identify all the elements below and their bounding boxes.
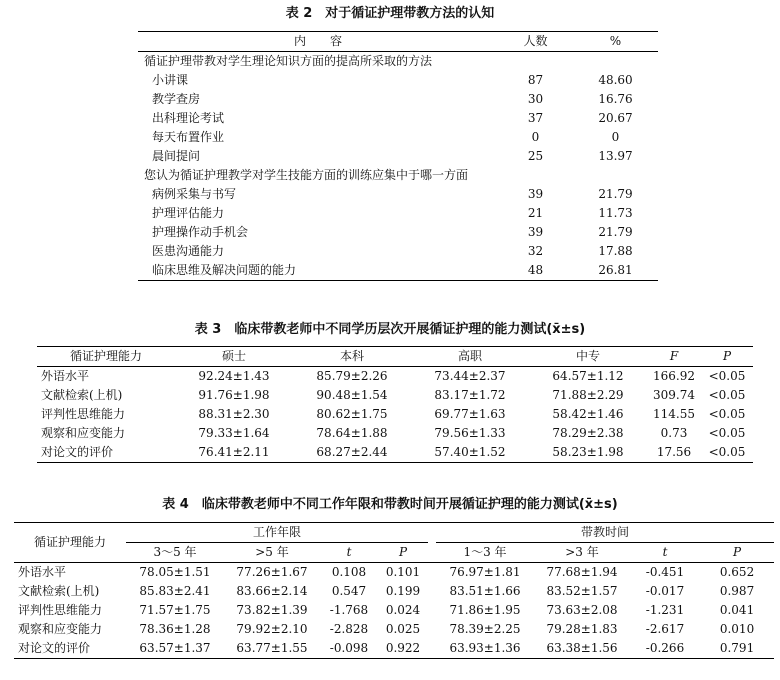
table4-cell: 0.024 — [385, 603, 421, 617]
table2-header-percent: % — [573, 32, 658, 52]
table3-ability: 对论文的评价 — [37, 443, 175, 463]
table3-cell: 57.40±1.52 — [411, 443, 529, 463]
table4-gap — [428, 563, 436, 583]
table4-ability: 外语水平 — [18, 565, 67, 579]
table2-count: 37 — [527, 111, 544, 125]
table2-percent: 11.73 — [598, 206, 633, 220]
table2-item: 晨间提问 — [152, 149, 201, 163]
table-row — [138, 71, 658, 90]
table4-cell: 71.57±1.75 — [139, 603, 211, 617]
table3-f: 0.73 — [660, 426, 688, 440]
table4-cell: 0.199 — [385, 584, 421, 598]
table3-f: 114.55 — [653, 407, 695, 421]
table2-item: 出科理论考试 — [152, 111, 225, 125]
table3-p: <0.05 — [708, 407, 746, 421]
table3-cell: 79.33±1.64 — [198, 426, 270, 440]
table2-count: 0 — [531, 130, 540, 144]
table2-section-title: 您认为循证护理教学对学生技能方面的训练应集中于哪一方面 — [144, 168, 469, 182]
table4-cell: 0.041 — [719, 603, 755, 617]
table2-percent: 20.67 — [598, 111, 633, 125]
table4-gap — [428, 620, 436, 639]
table3-cell: 71.88±2.29 — [552, 388, 624, 402]
table3-cell: 78.64±1.88 — [316, 426, 388, 440]
table3-cell: 91.76±1.98 — [198, 388, 270, 402]
table4-gap — [428, 601, 436, 620]
table4-ability: 文献检索(上机) — [18, 584, 100, 598]
table4-cell: 63.38±1.56 — [534, 639, 630, 659]
table-row — [138, 242, 658, 261]
table3-cell: 79.56±1.33 — [434, 426, 506, 440]
table2-count: 30 — [527, 92, 544, 106]
table3-cell: 85.79±2.26 — [316, 369, 388, 383]
table3-cell: 88.31±2.30 — [198, 407, 270, 421]
table4-ability: 对论文的评价 — [14, 639, 126, 659]
table4-sub-t2: t — [630, 543, 700, 563]
table-row — [37, 443, 753, 463]
table4-cell: -2.617 — [645, 622, 685, 636]
table3-cell: 64.57±1.12 — [552, 369, 624, 383]
table4-cell: 0.108 — [331, 565, 367, 579]
table4-cell: 76.97±1.81 — [449, 565, 521, 579]
table2-item: 教学查房 — [152, 92, 201, 106]
table4-sub-t1: t — [320, 543, 378, 563]
table-row — [37, 405, 753, 424]
table3-ability: 观察和应变能力 — [41, 426, 126, 440]
table4-cell: 83.52±1.57 — [546, 584, 618, 598]
table2-percent: 21.79 — [598, 225, 633, 239]
table2-percent: 0 — [611, 130, 620, 144]
table2-count: 87 — [527, 73, 544, 87]
table-row — [138, 261, 658, 281]
table4-gap — [428, 639, 436, 659]
table2-percent: 17.88 — [598, 244, 633, 258]
table2-count: 48 — [498, 261, 573, 281]
table4-cell: 0.791 — [700, 639, 774, 659]
table3-header-p: P — [701, 347, 753, 367]
table4-cell: 79.92±2.10 — [236, 622, 308, 636]
table3-f: 309.74 — [653, 388, 695, 402]
table4-cell: 0.101 — [385, 565, 421, 579]
table4-cell: 78.39±2.25 — [449, 622, 521, 636]
table4-header-ability: 循证护理能力 — [14, 523, 126, 563]
table4-cell: 0.025 — [385, 622, 421, 636]
table4-cell: 63.57±1.37 — [126, 639, 224, 659]
table2-percent: 16.76 — [598, 92, 633, 106]
table-row — [138, 128, 658, 147]
table3-header-master: 硕士 — [175, 347, 293, 367]
table3-header-ability: 循证护理能力 — [37, 347, 175, 367]
table2-item: 小讲课 — [152, 73, 189, 87]
table3-f: 17.56 — [647, 443, 701, 463]
table2-item: 每天布置作业 — [152, 130, 225, 144]
table4-cell: 0.652 — [719, 565, 755, 579]
table4-cell: 0.547 — [331, 584, 367, 598]
table4-cell: 73.82±1.39 — [236, 603, 308, 617]
table3-cell: 92.24±1.43 — [198, 369, 270, 383]
table3-ability: 评判性思维能力 — [41, 407, 126, 421]
table3-cell: 73.44±2.37 — [434, 369, 506, 383]
table3-header-vocational: 高职 — [411, 347, 529, 367]
table-row — [14, 582, 774, 601]
table4-caption: 表 4 临床带教老师中不同工作年限和带教时间开展循证护理的能力测试(x̄±s) — [162, 497, 618, 512]
table3-caption: 表 3 临床带教老师中不同学历层次开展循证护理的能力测试(x̄±s) — [194, 322, 586, 337]
table4-cell: 79.28±1.83 — [546, 622, 618, 636]
table4-cell: 83.66±2.14 — [236, 584, 308, 598]
table-row — [14, 601, 774, 620]
table3-cell: 90.48±1.54 — [316, 388, 388, 402]
table4-cell: 63.77±1.55 — [224, 639, 320, 659]
table4-cell: -2.828 — [329, 622, 369, 636]
table2-header-content: 内 容 — [138, 32, 498, 52]
table2-item: 临床思维及解决问题的能力 — [138, 261, 498, 281]
table3-header-row — [37, 347, 753, 367]
table2-item: 病例采集与书写 — [152, 187, 237, 201]
table2-count: 21 — [527, 206, 544, 220]
table3-cell: 76.41±2.11 — [175, 443, 293, 463]
table4-cell: -0.017 — [645, 584, 685, 598]
table3-cell: 80.62±1.75 — [316, 407, 388, 421]
table2 — [138, 31, 658, 281]
table3-cell: 58.23±1.98 — [529, 443, 647, 463]
table4-sub-gt5: >5 年 — [224, 543, 320, 563]
table4-cell: -0.266 — [630, 639, 700, 659]
table-row — [37, 367, 753, 387]
table4-cell: 85.83±2.41 — [139, 584, 211, 598]
table2-count: 39 — [527, 187, 544, 201]
table4-sub-p1: P — [378, 543, 428, 563]
table3-cell: 83.17±1.72 — [434, 388, 506, 402]
table2-percent: 21.79 — [598, 187, 633, 201]
table4-cell: 78.36±1.28 — [139, 622, 211, 636]
table3-ability: 文献检索(上机) — [41, 388, 123, 402]
table4-cell: 0.922 — [378, 639, 428, 659]
table3-p: <0.05 — [708, 369, 746, 383]
table2-item: 医患沟通能力 — [152, 244, 225, 258]
table4-sub-gap — [428, 543, 436, 563]
table2-item: 护理评估能力 — [152, 206, 225, 220]
table-row — [138, 90, 658, 109]
table3-cell: 68.27±2.44 — [293, 443, 411, 463]
table-row — [37, 424, 753, 443]
table2-percent: 13.97 — [598, 149, 633, 163]
table-row — [138, 147, 658, 166]
table4-cell: 71.86±1.95 — [449, 603, 521, 617]
table2-section-row — [138, 166, 658, 185]
table4-sub-1-3: 1～3 年 — [436, 543, 534, 563]
table2-section-row — [138, 52, 658, 72]
table3-cell: 69.77±1.63 — [434, 407, 506, 421]
table4-cell: 0.987 — [719, 584, 755, 598]
table4-sub-3-5: 3～5 年 — [126, 543, 224, 563]
table4-cell: 63.93±1.36 — [436, 639, 534, 659]
table2-section-title: 循证护理带教对学生理论知识方面的提高所采取的方法 — [144, 54, 433, 68]
table2-header-count: 人数 — [498, 32, 573, 52]
table-row — [138, 204, 658, 223]
table4 — [14, 522, 774, 659]
table4-sub-p2: P — [700, 543, 774, 563]
table4-cell: 77.26±1.67 — [236, 565, 308, 579]
table4-cell: -0.451 — [645, 565, 685, 579]
table4-cell: -1.768 — [329, 603, 369, 617]
table4-cell: 0.010 — [719, 622, 755, 636]
table4-group-work-years: 工作年限 — [126, 523, 428, 543]
table3-p: <0.05 — [701, 443, 753, 463]
table-row — [14, 620, 774, 639]
table4-gap — [428, 582, 436, 601]
table4-cell: -0.098 — [320, 639, 378, 659]
table3-header-f: F — [647, 347, 701, 367]
table3-f: 166.92 — [653, 369, 695, 383]
table-row — [37, 386, 753, 405]
table-row — [138, 223, 658, 242]
table3-header-bachelor: 本科 — [293, 347, 411, 367]
table4-ability: 评判性思维能力 — [18, 603, 103, 617]
table4-group-gap — [428, 523, 436, 543]
table-row — [138, 185, 658, 204]
table4-cell: 83.51±1.66 — [449, 584, 521, 598]
table-row — [138, 109, 658, 128]
table2-percent: 48.60 — [598, 73, 633, 87]
table2-caption: 表 2 对于循证护理带教方法的认知 — [285, 6, 495, 21]
table-row — [14, 639, 774, 659]
table3-cell: 78.29±2.38 — [552, 426, 624, 440]
table-row — [14, 563, 774, 583]
table2-count: 39 — [527, 225, 544, 239]
table4-subheader-row — [14, 543, 774, 563]
table2-header-row — [138, 32, 658, 52]
table4-cell: -1.231 — [645, 603, 685, 617]
table2-item: 护理操作动手机会 — [152, 225, 249, 239]
table4-group-row — [14, 523, 774, 543]
table4-cell: 73.63±2.08 — [546, 603, 618, 617]
table3-header-secondary: 中专 — [529, 347, 647, 367]
table4-cell: 78.05±1.51 — [139, 565, 211, 579]
table2-count: 25 — [527, 149, 544, 163]
table3 — [37, 346, 753, 463]
table3-p: <0.05 — [708, 388, 746, 402]
table2-percent: 26.81 — [573, 261, 658, 281]
table4-group-teaching-time: 带教时间 — [436, 523, 774, 543]
table4-cell: 77.68±1.94 — [546, 565, 618, 579]
table4-sub-gt3: >3 年 — [534, 543, 630, 563]
table3-cell: 58.42±1.46 — [552, 407, 624, 421]
table3-ability: 外语水平 — [41, 369, 90, 383]
table3-p: <0.05 — [708, 426, 746, 440]
table2-count: 32 — [527, 244, 544, 258]
table4-ability: 观察和应变能力 — [18, 622, 103, 636]
